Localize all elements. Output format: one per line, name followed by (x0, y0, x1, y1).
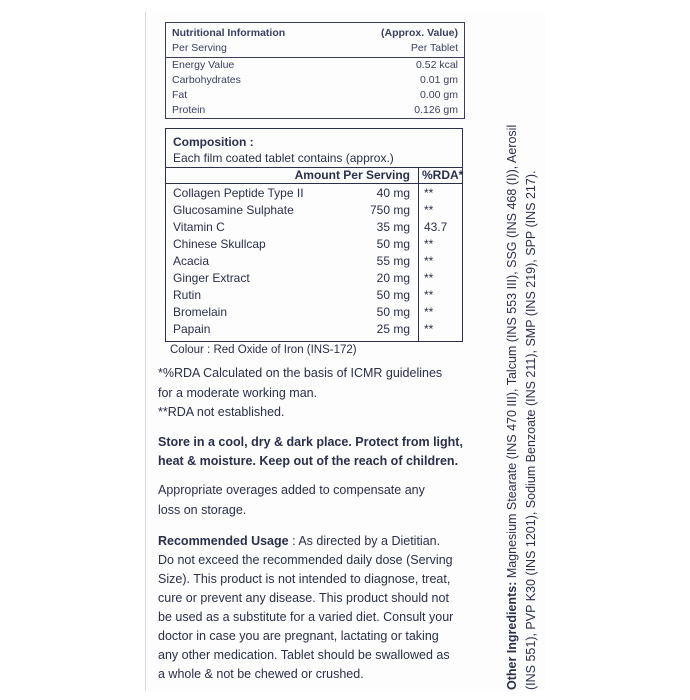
composition-intro: Each film coated tablet contains (approx.) (173, 151, 394, 165)
ingredient-name: Acacia (173, 254, 210, 268)
ingredient-amount: 55 mg (376, 254, 410, 268)
ingredient-rda: 43.7 (424, 220, 448, 234)
ingredient-rda: ** (424, 203, 434, 217)
storage-line: Store in a cool, dry & dark place. Protect from light, (158, 435, 463, 449)
composition-row (166, 185, 462, 202)
usage-line: Do not exceed the recommended daily dose (Serving (158, 553, 453, 567)
usage-line: a whole & not be chewed or crushed. (158, 667, 364, 681)
composition-row (166, 287, 462, 304)
composition-row (166, 321, 462, 338)
composition-row (166, 270, 462, 287)
usage-line: doctor in case you are pregnant, lactating or taking (158, 629, 439, 643)
nutrition-row-value: 0.126 gm (414, 104, 458, 116)
ingredient-rda: ** (424, 322, 434, 336)
ingredient-amount: 750 mg (369, 203, 410, 217)
usage-line: cure or prevent any disease. This product should not (158, 591, 449, 605)
ingredient-name: Ginger Extract (173, 271, 250, 285)
usage-text: : As directed by a Dietitian. (288, 534, 441, 548)
other-ingredients-label: Other Ingredients: (505, 581, 519, 690)
ingredient-name: Glucosamine Sulphate (173, 203, 294, 217)
ingredient-rda: ** (424, 254, 434, 268)
overage-line: Appropriate overages added to compensate any (158, 483, 425, 497)
composition-row (166, 304, 462, 321)
rda-note-line: **RDA not established. (158, 405, 285, 419)
nutrition-row (172, 88, 458, 102)
ingredient-rda: ** (424, 237, 434, 251)
rda-note-line: *%RDA Calculated on the basis of ICMR guidelines (158, 366, 443, 380)
ingredient-name: Collagen Peptide Type II (173, 186, 304, 200)
ingredient-name: Vitamin C (173, 220, 225, 234)
composition-row (166, 253, 462, 270)
nutrition-table (165, 22, 465, 119)
nutrition-row (172, 73, 458, 87)
ingredient-amount: 35 mg (376, 220, 410, 234)
ingredient-rda: ** (424, 271, 434, 285)
usage-line: Size). This product is not intended to diagnose, treat, (158, 572, 451, 586)
nutrition-serving-right: Per Tablet (410, 42, 458, 54)
nutrition-row-value: 0.52 kcal (415, 59, 458, 71)
ingredient-name: Chinese Skullcap (173, 237, 266, 251)
ingredient-rda: ** (424, 186, 434, 200)
usage-line: be used as a substitute for a varied diet. Consult your (158, 610, 454, 624)
rda-note-line: for a moderate working man. (158, 386, 318, 400)
ingredient-amount: 50 mg (376, 237, 410, 251)
ingredient-rda: ** (424, 288, 434, 302)
nutrition-row (172, 103, 458, 117)
ingredient-rda: ** (424, 305, 434, 319)
nutrition-header-row (172, 26, 458, 40)
composition-row (166, 202, 462, 219)
composition-table (165, 128, 463, 342)
ingredient-amount: 25 mg (376, 322, 410, 336)
ingredient-name: Papain (173, 322, 211, 336)
ingredient-amount: 40 mg (376, 186, 410, 200)
other-ingredients-line2: (INS 551), PVP K30 (INS 1201), Sodium Benzoate (INS 211), SMP (INS 219), SPP (INS 217). (524, 170, 538, 690)
nutrition-row-value: 0.00 gm (420, 89, 458, 101)
other-ingredients (503, 0, 541, 690)
ingredient-name: Bromelain (173, 305, 228, 319)
nutrition-serving-left: Per Serving (172, 42, 227, 54)
nutrition-row-value: 0.01 gm (420, 74, 458, 86)
nutrition-row-name: Fat (172, 89, 188, 101)
nutrition-header-right: (Approx. Value) (380, 27, 458, 39)
composition-row (166, 219, 462, 236)
composition-rda-header: %RDA* (422, 168, 464, 182)
usage-line: any other medication. Tablet should be swallowed as (158, 648, 450, 662)
nutrition-header-left: Nutritional Information (172, 27, 286, 39)
other-ingredients-text: Magnesium Stearate (INS 470 III), Talcum (INS 553 III), SSG (INS 468 (I)), Aerosil (505, 124, 519, 582)
composition-title: Composition : (173, 135, 254, 149)
nutrition-serving-row (172, 41, 458, 55)
ingredient-amount: 20 mg (376, 271, 410, 285)
ingredient-amount: 50 mg (376, 305, 410, 319)
colour-note: Colour : Red Oxide of Iron (INS-172) (170, 344, 357, 356)
overage-line: loss on storage. (158, 503, 247, 517)
usage-line (158, 532, 440, 551)
composition-row (166, 236, 462, 253)
other-ingredients-line1 (503, 0, 522, 690)
nutrition-row (172, 58, 458, 72)
nutrition-row-name: Energy Value (172, 59, 235, 71)
nutrition-row-name: Protein (172, 104, 206, 116)
usage-label: Recommended Usage (158, 534, 289, 548)
storage-line: heat & moisture. Keep out of the reach of children. (158, 454, 459, 468)
composition-amount-header: Amount Per Serving (294, 168, 410, 182)
ingredient-amount: 50 mg (376, 288, 410, 302)
nutrition-row-name: Carbohydrates (172, 74, 241, 86)
ingredient-name: Rutin (173, 288, 202, 302)
